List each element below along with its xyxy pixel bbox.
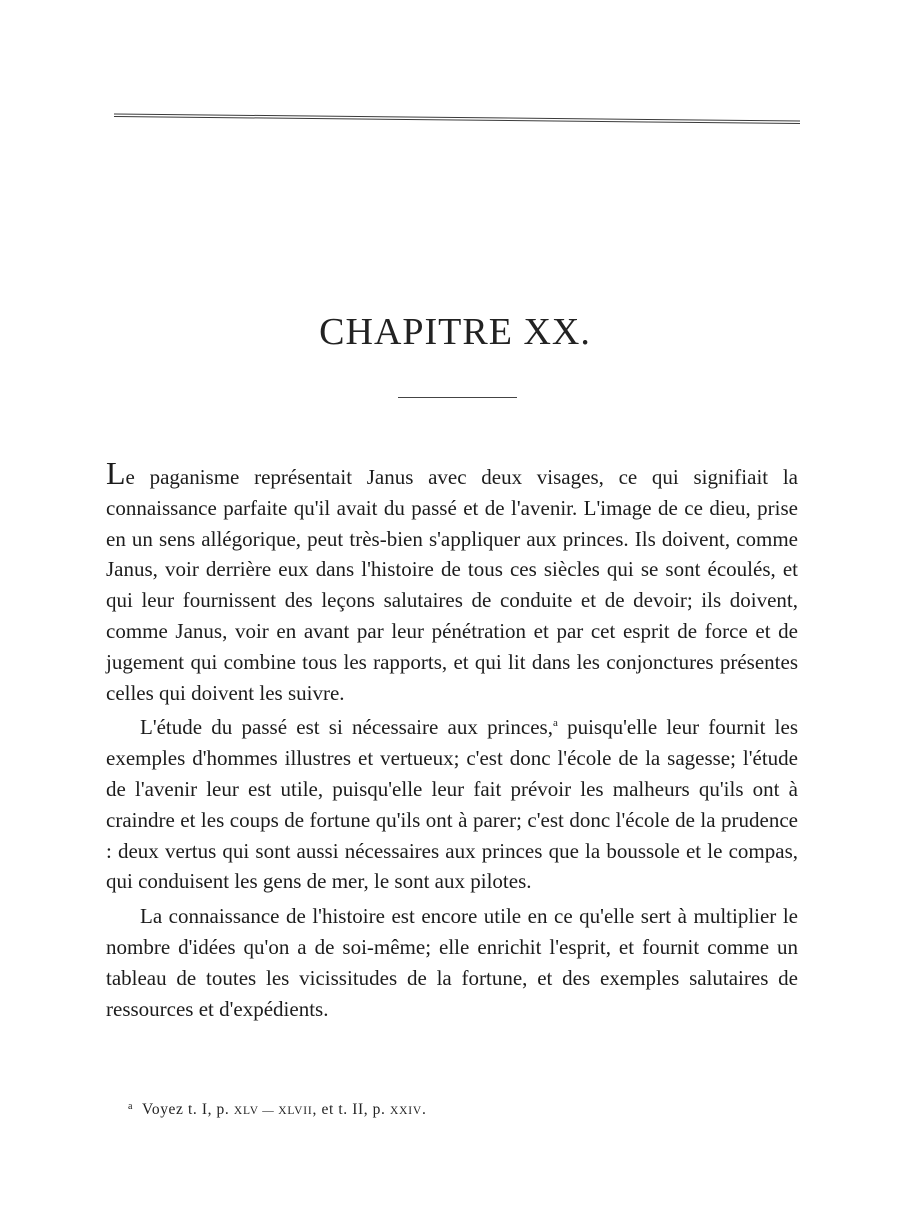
footnote-page-range-2: XXIV bbox=[389, 1105, 422, 1117]
paragraph-1-text: e paganisme représentait Janus avec deux visages, ce qui signifiait la connaissance parfaite qu'il avait du passé et de l'avenir. L'image de ce dieu, prise en un sens allégorique, peut très-bien s'appliquer aux princes. Ils doivent, comme Janus, voir derrière eux dans l'histoire de tous ces siècles qui se sont écoulés, et qui leur fournissent des leçons salutaires de conduite et de devoir; ils doivent, comme Janus, voir en avant par leur pénétration et par cet esprit de force et de jugement qui combine tous les rapports, et qui lit dans les conjonctures présentes celles qui doivent les suivre. bbox=[106, 465, 798, 705]
footnote-text-part-1: Voyez t. I, p. bbox=[142, 1101, 234, 1118]
footnote-text-part-3: . bbox=[421, 1101, 427, 1118]
paragraph-2 bbox=[106, 712, 798, 897]
paragraph-2-text-after-note: puisqu'elle leur fournit les exemples d'hommes illustres et vertueux; c'est donc l'école de la sagesse; l'étude de l'avenir leur est utile, puisqu'elle leur fait prévoir les malheurs qu'ils ont à craindre et les coups de fortune qu'ils ont à parer; c'est donc l'école de la prudence : deux vertus qui sont aussi nécessaires aux princes que la boussole et le compas, qui conduisent les gens de mer, le sont aux pilotes. bbox=[106, 715, 798, 894]
footnote-reference-mark: a bbox=[552, 717, 558, 730]
footnote-mark: a bbox=[128, 1101, 134, 1112]
paragraph-3: La connaissance de l'histoire est encore utile en ce qu'elle sert à multiplier le nombre d'idées qu'on a de soi-même; elle enrichit l'esprit, et fournit comme un tableau de toutes les vicissitudes de la fortune, et des exemples salutaires de ressources et d'expédients. bbox=[106, 904, 798, 1021]
footnote-page-range-1: XLV — XLVII bbox=[233, 1105, 313, 1117]
footnote-text-part-2: , et t. II, p. bbox=[312, 1101, 390, 1118]
paragraph-2-text-before-note: L'étude du passé est si nécessaire aux princes, bbox=[140, 715, 553, 740]
paragraph-1 bbox=[106, 455, 798, 708]
chapter-title: CHAPITRE XX. bbox=[319, 311, 591, 353]
footnote bbox=[128, 1101, 788, 1119]
top-double-rule bbox=[114, 111, 800, 125]
title-underline-rule bbox=[398, 397, 517, 398]
main-text bbox=[106, 455, 798, 1024]
initial-letter: L bbox=[106, 455, 126, 491]
